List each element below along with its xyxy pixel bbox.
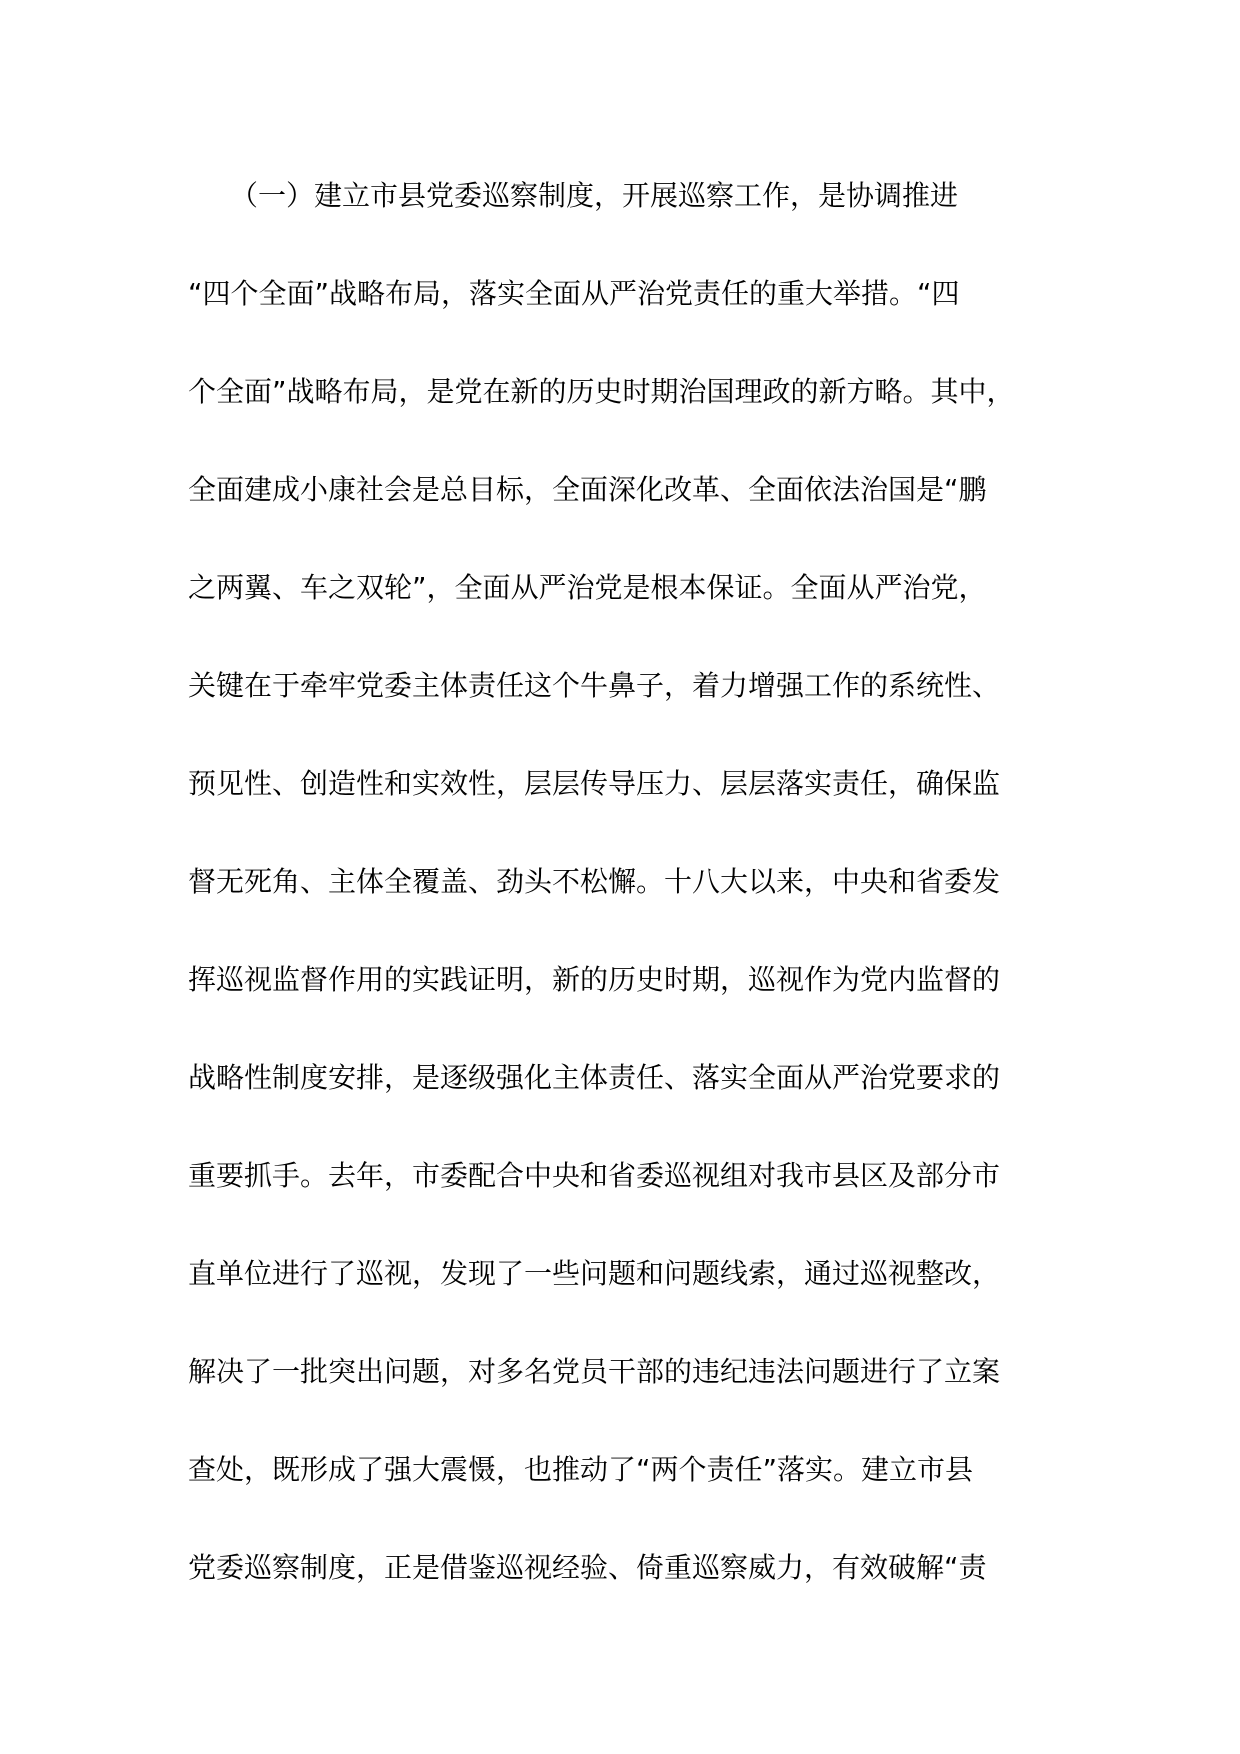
paragraph-line: 战略性制度安排，是逐级强化主体责任、落实全面从严治党要求的 — [188, 1061, 1001, 1094]
paragraph-line: 全面建成小康社会是总目标，全面深化改革、全面依法治国是“鹏 — [188, 473, 987, 506]
paragraph-line: 重要抓手。去年，市委配合中央和省委巡视组对我市县区及部分市 — [188, 1159, 1001, 1192]
paragraph-line: （一）建立市县党委巡察制度，开展巡察工作，是协调推进 — [188, 179, 959, 212]
paragraph-line: 关键在于牵牢党委主体责任这个牛鼻子，着力增强工作的系统性、 — [188, 669, 1001, 702]
body-paragraph — [188, 172, 1068, 1642]
paragraph-line: 预见性、创造性和实效性，层层传导压力、层层落实责任，确保监 — [188, 767, 1001, 800]
paragraph-line: 解决了一批突出问题，对多名党员干部的违纪违法问题进行了立案 — [188, 1355, 1001, 1388]
paragraph-line: 督无死角、主体全覆盖、劲头不松懈。十八大以来，中央和省委发 — [188, 865, 1001, 898]
paragraph-line: “四个全面”战略布局，落实全面从严治党责任的重大举措。“四 — [188, 277, 960, 310]
paragraph-line: 党委巡察制度，正是借鉴巡视经验、倚重巡察威力，有效破解“责 — [188, 1551, 987, 1584]
paragraph-line: 之两翼、车之双轮”，全面从严治党是根本保证。全面从严治党， — [188, 571, 987, 604]
paragraph-line: 查处，既形成了强大震慑，也推动了“两个责任”落实。建立市县 — [188, 1453, 974, 1486]
paragraph-line: 直单位进行了巡视，发现了一些问题和问题线索，通过巡视整改， — [188, 1257, 1001, 1290]
paragraph-line: 个全面”战略布局，是党在新的历史时期治国理政的新方略。其中， — [188, 375, 1015, 408]
paragraph-line: 挥巡视监督作用的实践证明，新的历史时期，巡视作为党内监督的 — [188, 963, 1001, 996]
